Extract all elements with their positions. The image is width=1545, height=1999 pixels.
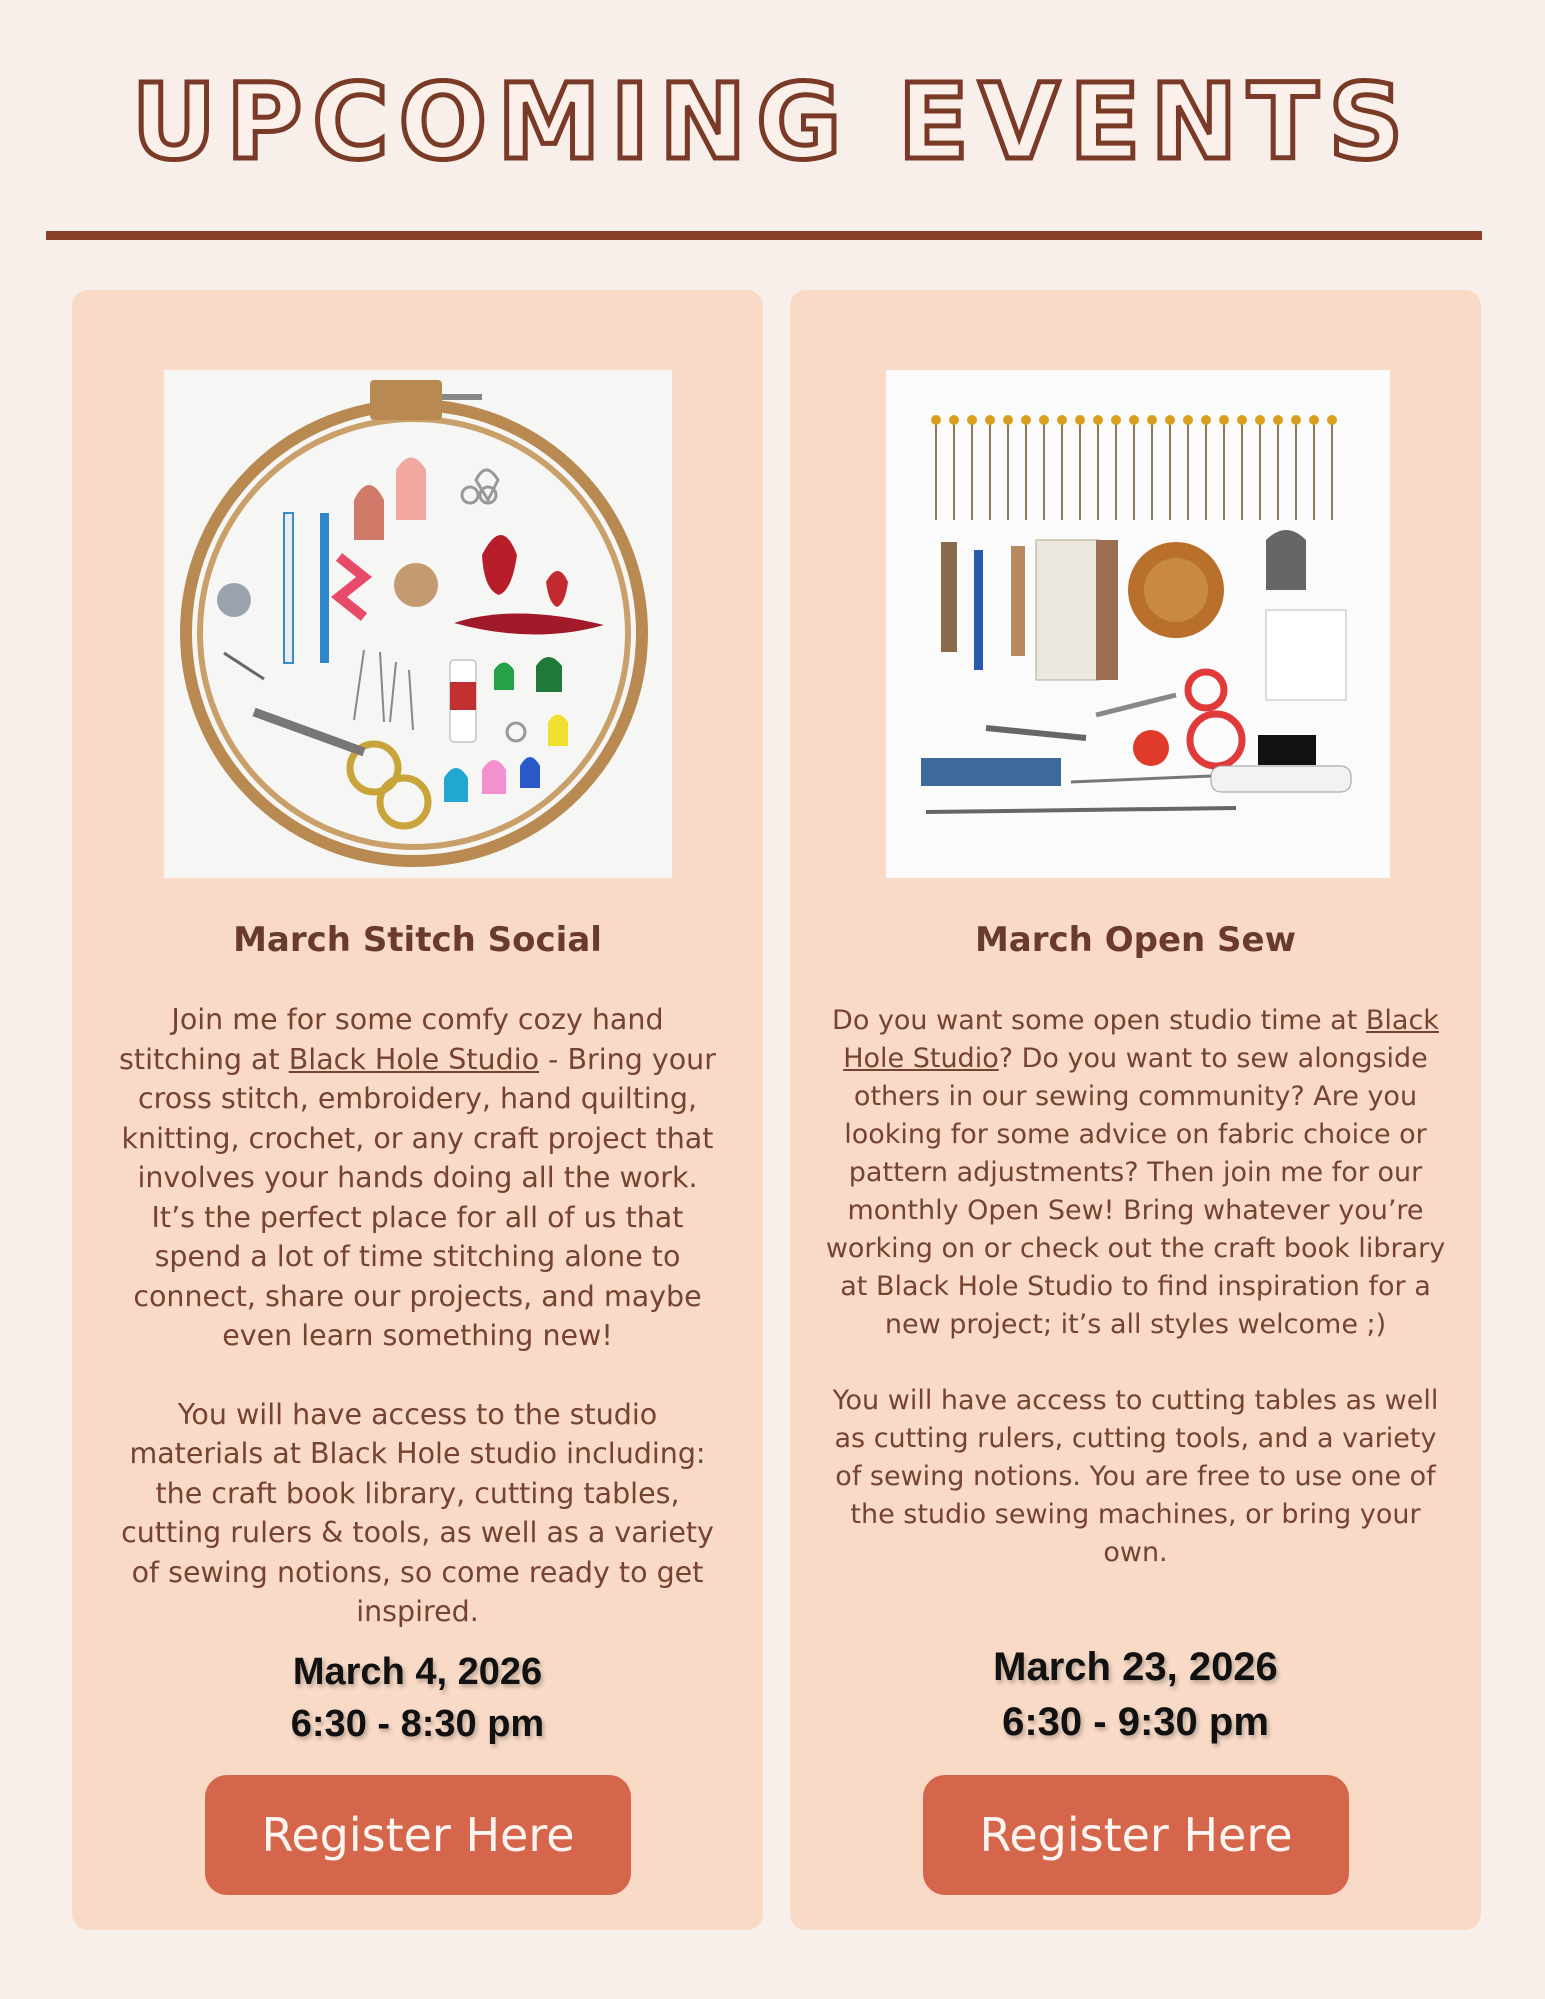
event-title: March Stitch Social	[233, 920, 602, 960]
description-text: Join me for some comfy cozy hand stitching at	[119, 1003, 664, 1076]
event-time: 6:30 - 9:30 pm	[1002, 1700, 1269, 1744]
event-description	[824, 1002, 1447, 1610]
event-datetime	[790, 1640, 1481, 1750]
event-datetime	[72, 1646, 763, 1750]
description-text: - Bring your cross stitch, embroidery, hand quilting, knitting, crochet, or any craft project that involves your hands doing all the work. It’s the perfect place for all of us that spend a lot of time stitching alone to connect, share our projects, and maybe even learn something new!	[121, 1042, 716, 1352]
black-hole-studio-link[interactable]: Black Hole Studio	[288, 1042, 540, 1076]
embroidery-hoop-icon	[164, 370, 672, 878]
event-card-stitch-social	[72, 290, 763, 1930]
register-button[interactable]: Register Here	[205, 1775, 631, 1895]
event-date: March 4, 2026	[292, 1651, 543, 1693]
event-description	[112, 1000, 723, 1671]
description-paragraph: You will have access to the studio materials at Black Hole studio including: the craft book library, cutting tables, cutting rulers & tools, as well as a variety of sewing notions, so come ready to get inspired.	[121, 1397, 714, 1628]
event-date: March 23, 2026	[993, 1645, 1278, 1689]
description-paragraph: You will have access to cutting tables as well as cutting rulers, cutting tools, and a variety of sewing notions. You are free to use one of the studio sewing machines, or bring your own.	[832, 1385, 1439, 1568]
register-button[interactable]: Register Here	[923, 1775, 1349, 1895]
description-paragraph	[824, 1002, 1447, 1344]
description-paragraph	[112, 1000, 723, 1356]
embroidery-hoop-notions-photo	[164, 370, 672, 878]
title-divider	[46, 231, 1482, 240]
event-title: March Open Sew	[974, 920, 1297, 960]
page-title: UPCOMING EVENTS	[131, 61, 1414, 183]
event-time: 6:30 - 8:30 pm	[290, 1703, 545, 1745]
description-text: ? Do you want to sew alongside others in our sewing community? Are you looking for some advice on fabric choice or pattern adjustments? Then join me for our monthly Open Sew! Bring whatever you’re working on or check out the craft book library at Black Hole Studio to find inspiration for a new project; it’s all styles welcome ;)	[825, 1043, 1446, 1340]
sewing-tools-flatlay-photo	[886, 370, 1390, 878]
black-hole-studio-link[interactable]: Black Hole Studio	[843, 1005, 1439, 1074]
sewing-tools-icon	[886, 370, 1390, 878]
description-text: Do you want some open studio time at	[832, 1005, 1366, 1036]
event-card-open-sew	[790, 290, 1481, 1930]
